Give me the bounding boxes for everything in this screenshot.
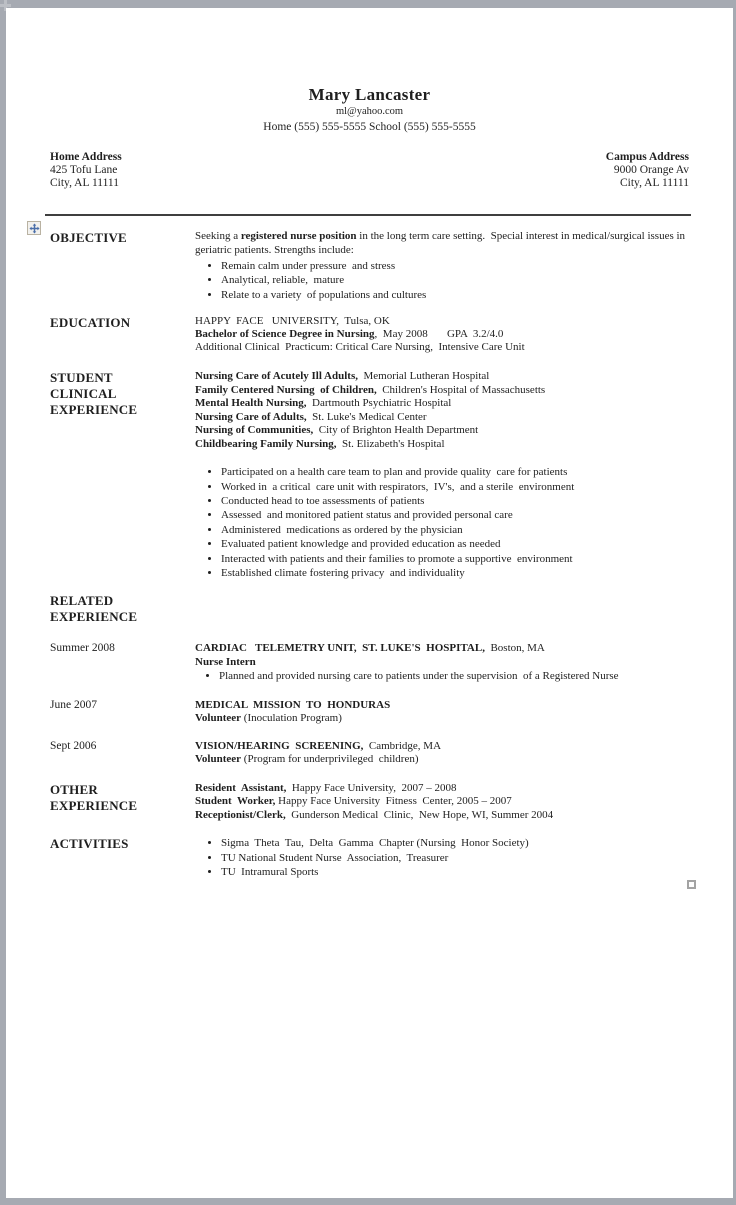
- section-objective: [50, 230, 687, 302]
- education-school: HAPPY FACE UNIVERSITY, Tulsa, OK: [195, 315, 390, 328]
- activities-bullet: • TU National Student Nurse Association, Treasurer: [221, 851, 687, 865]
- section-education: [50, 315, 687, 354]
- objective-bullet: • Analytical, reliable, mature: [221, 273, 687, 287]
- clinical-course: Family Centered Nursing of Children, Children's Hospital of Massachusetts: [195, 383, 546, 396]
- activities-bullet-list: [195, 836, 687, 879]
- clinical-course: Nursing Care of Acutely Ill Adults, Memorial Lutheran Hospital: [195, 370, 490, 383]
- clinical-bullet: • Evaluated patient knowledge and provided education as needed: [221, 537, 687, 551]
- job-title: MEDICAL MISSION TO HONDURAS: [195, 698, 391, 711]
- section-other-experience: [50, 782, 687, 823]
- activities-bullet: • Sigma Theta Tau, Delta Gamma Chapter (Nursing Honor Society): [221, 836, 687, 850]
- clinical-bullet: • Interacted with patients and their families to promote a supportive environment: [221, 552, 687, 566]
- clinical-heading: STUDENT CLINICAL EXPERIENCE: [50, 370, 138, 418]
- campus-address-block: [606, 151, 689, 190]
- objective-heading: OBJECTIVE: [50, 230, 127, 245]
- resume-body: [6, 216, 733, 880]
- header-name: Mary Lancaster: [308, 85, 431, 104]
- campus-address-label: Campus Address: [605, 151, 689, 163]
- table-resize-handle-icon[interactable]: [687, 880, 696, 889]
- job-role: Volunteer (Inoculation Program): [195, 712, 342, 725]
- campus-address-line1: 9000 Orange Av: [613, 164, 689, 176]
- address-row: [6, 151, 733, 190]
- job-role: Nurse Intern: [195, 655, 256, 668]
- related-job-sept-2006: [50, 740, 687, 767]
- clinical-course: Nursing of Communities, City of Brighton Health Department: [195, 424, 479, 437]
- job-role: Volunteer (Program for underprivileged children): [195, 753, 419, 766]
- job-date: Sept 2006: [50, 739, 97, 752]
- objective-text: Seeking a registered nurse position in the long term care setting. Special interest in medical/surgical issues in geriatric patients. Strengths include:: [195, 230, 688, 256]
- clinical-bullet: • Administered medications as ordered by the physician: [221, 523, 687, 537]
- other-heading: OTHER EXPERIENCE: [50, 781, 138, 813]
- clinical-bullet-list: [195, 465, 687, 580]
- move-handle-icon[interactable]: [27, 221, 41, 235]
- other-job: Receptionist/Clerk, Gunderson Medical Clinic, New Hope, WI, Summer 2004: [195, 808, 554, 821]
- home-address-line1: 425 Tofu Lane: [50, 164, 118, 176]
- objective-bullet-list: [195, 259, 687, 302]
- related-job-summer-2008: [50, 642, 687, 683]
- resume-page: [6, 8, 733, 1198]
- clinical-course: Mental Health Nursing, Dartmouth Psychiatric Hospital: [195, 397, 452, 410]
- header-phones: Home (555) 555-5555 School (555) 555-5555: [263, 121, 476, 133]
- education-degree: Bachelor of Science Degree in Nursing, May 2008 GPA 3.2/4.0: [195, 328, 504, 341]
- job-bullet: • Planned and provided nursing care to patients under the supervision of a Registered Nurse: [219, 669, 687, 683]
- other-job: Resident Assistant, Happy Face University, 2007 – 2008: [195, 781, 457, 794]
- job-bullet-list: [195, 669, 687, 683]
- objective-bullet: • Relate to a variety of populations and cultures: [221, 288, 687, 302]
- resume-header: [6, 8, 733, 134]
- education-practicum: Additional Clinical Practicum: Critical Care Nursing, Intensive Care Unit: [195, 341, 525, 354]
- home-address-block: [50, 151, 122, 190]
- activities-bullet: • TU Intramural Sports: [221, 865, 687, 879]
- clinical-bullet: • Established climate fostering privacy and individuality: [221, 566, 687, 580]
- objective-bullet: • Remain calm under pressure and stress: [221, 259, 687, 273]
- clinical-course: Childbearing Family Nursing, St. Elizabeth's Hospital: [195, 437, 445, 450]
- activities-heading: ACTIVITIES: [50, 836, 129, 852]
- home-address-line2: City, AL 11111: [50, 177, 119, 189]
- clinical-bullet: • Worked in a critical care unit with respirators, IV's, and a sterile environment: [221, 480, 687, 494]
- job-date: Summer 2008: [50, 642, 115, 655]
- clinical-bullet: • Assessed and monitored patient status and provided personal care: [221, 508, 687, 522]
- clinical-bullet: • Conducted head to toe assessments of patients: [221, 494, 687, 508]
- job-date: June 2007: [50, 698, 97, 711]
- clinical-course: Nursing Care of Adults, St. Luke's Medical Center: [195, 410, 427, 423]
- clinical-bullet: • Participated on a health care team to plan and provide quality care for patients: [221, 465, 687, 479]
- job-title: VISION/HEARING SCREENING, Cambridge, MA: [195, 739, 442, 752]
- education-heading: EDUCATION: [50, 315, 131, 331]
- section-student-clinical-experience: [50, 370, 687, 580]
- job-title: CARDIAC TELEMETRY UNIT, ST. LUKE'S HOSPITAL, Boston, MA: [195, 642, 545, 655]
- section-related-experience: [50, 593, 687, 625]
- related-heading: RELATED EXPERIENCE: [50, 593, 138, 625]
- section-activities: [50, 836, 687, 879]
- header-email: ml@yahoo.com: [335, 106, 404, 117]
- other-job: Student Worker, Happy Face University Fitness Center, 2005 – 2007: [195, 795, 512, 808]
- home-address-label: Home Address: [50, 151, 122, 163]
- campus-address-line2: City, AL 11111: [620, 177, 689, 189]
- related-job-june-2007: [50, 699, 687, 726]
- four-way-arrow-icon: [29, 223, 40, 234]
- clinical-course-list: [195, 370, 687, 451]
